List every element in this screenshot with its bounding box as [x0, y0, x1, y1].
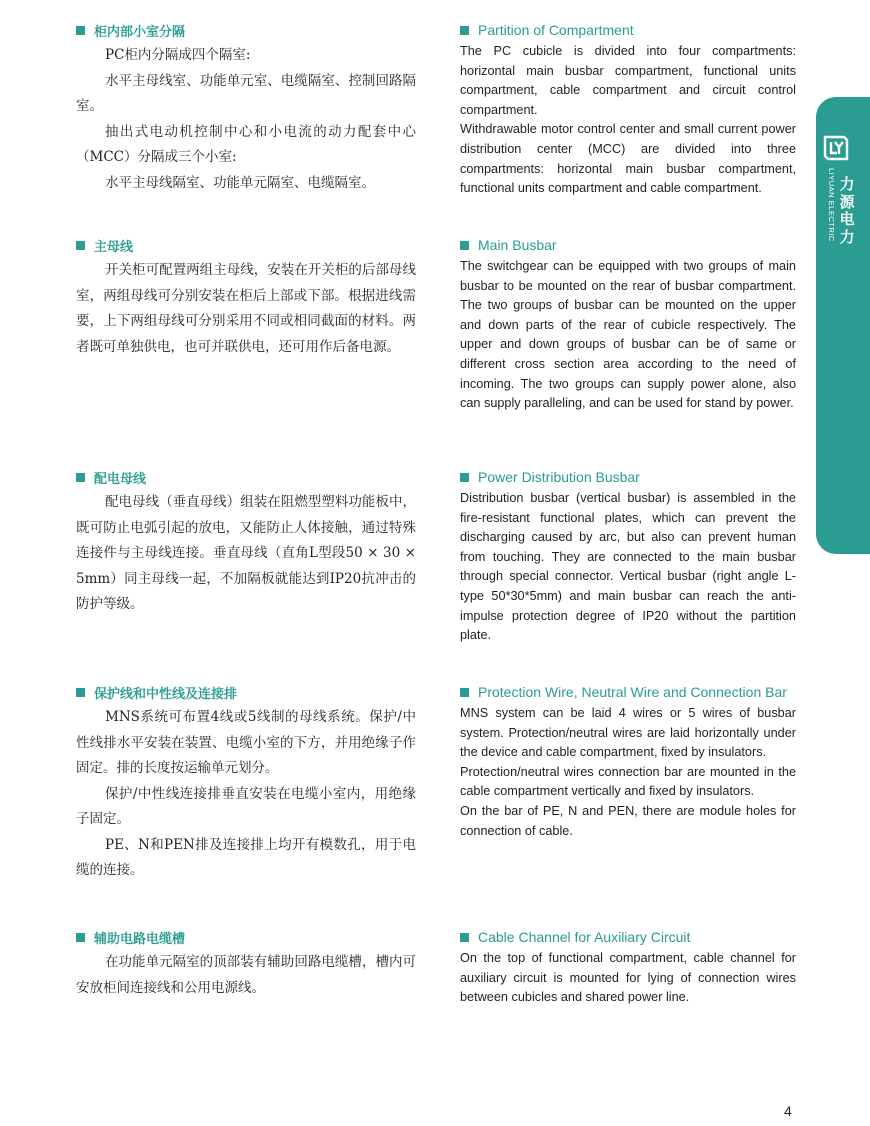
section-heading: Protection Wire, Neutral Wire and Connection Bar	[460, 682, 796, 702]
liyuan-logo-icon	[822, 134, 850, 162]
bullet-square-icon	[460, 26, 469, 35]
bullet-square-icon	[76, 933, 85, 942]
bullet-square-icon	[460, 933, 469, 942]
paragraph: MNS系统可布置4线或5线制的母线系统。保护/中性线排水平安装在装置、电缆小室的下方，并用绝缘子作固定。排的长度按运输单元划分。	[76, 709, 416, 776]
bullet-square-icon	[460, 688, 469, 697]
bullet-square-icon	[76, 241, 85, 250]
bullet-square-icon	[460, 473, 469, 482]
section-heading: 辅助电路电缆槽	[76, 927, 416, 947]
brand-name-en: LIYUAN ELECTRIC	[827, 168, 836, 242]
brand-name-cn: 力源电力	[839, 175, 855, 246]
section-partition-en	[460, 20, 796, 199]
brand-side-tab	[816, 97, 870, 554]
section-cable-channel-en	[460, 927, 796, 1008]
section-main-busbar-en	[460, 235, 796, 414]
section-main-busbar-cn	[76, 235, 416, 360]
section-protection-wire-cn	[76, 682, 416, 884]
paragraph: 抽出式电动机控制中心和小电流的动力配套中心（MCC）分隔成三个小室:	[76, 123, 416, 165]
section-heading: Power Distribution Busbar	[460, 467, 796, 487]
section-heading: 保护线和中性线及连接排	[76, 682, 416, 702]
paragraph: PC柜内分隔成四个隔室:	[105, 47, 251, 63]
paragraph: On the bar of PE, N and PEN, there are module holes for connection of cable.	[460, 803, 796, 838]
section-cable-channel-cn	[76, 927, 416, 1001]
section-heading: Main Busbar	[460, 235, 796, 255]
bullet-square-icon	[460, 241, 469, 250]
section-distribution-busbar-en	[460, 467, 796, 646]
paragraph: 在功能单元隔室的顶部装有辅助回路电缆槽，槽内可安放柜间连接线和公用电源线。	[76, 954, 416, 996]
paragraph: 水平主母线室、功能单元室、电缆隔室、控制回路隔室。	[76, 72, 416, 114]
paragraph: Protection/neutral wires connection bar are mounted in the cable compartment vertically and fixed by insulators.	[460, 764, 796, 799]
section-protection-wire-en	[460, 682, 796, 841]
bullet-square-icon	[76, 688, 85, 697]
section-heading: 配电母线	[76, 467, 416, 487]
paragraph: The PC cubicle is divided into four compartments: horizontal main busbar compartment, functional units compartment, cable compartment and circuit control compartment.	[460, 44, 796, 117]
paragraph: Distribution busbar (vertical busbar) is assembled in the fire-resistant functional plates, which can prevent the discharging caused by arc, but also can prevent human from touching. They are connected to the main busbar through special connector. Vertical busbar (right angle L-type 50*30*5mm) and main busbar can reach the anti-impulse protection degree of IP20 without the partition plate.	[460, 491, 796, 643]
bullet-square-icon	[76, 473, 85, 482]
section-partition-cn	[76, 20, 416, 196]
paragraph: 保护/中性线连接排垂直安装在电缆小室内，用绝缘子固定。	[76, 785, 416, 827]
paragraph: The switchgear can be equipped with two groups of main busbar to be mounted on the rear of busbar compartment. The two groups of busbar can be mounted on the upper and down parts of the rear of cubicle respectively. The upper and down groups of busbar can be of same or different cross section area according to the need of incoming. The two groups can supply power alone, also can supply paralleling, and can be used for stand by power.	[460, 259, 796, 411]
paragraph: 开关柜可配置两组主母线，安装在开关柜的后部母线室，两组母线可分别安装在柜后上部或下部。根据进线需要，上下两组母线可分别采用不同或相同截面的材料。两者既可单独供电，也可并联供电，还可用作后备电源。	[76, 262, 416, 355]
paragraph: PE、N和PEN排及连接排上均开有模数孔，用于电缆的连接。	[76, 836, 416, 878]
section-heading: 柜内部小室分隔	[76, 20, 416, 40]
paragraph: MNS system can be laid 4 wires or 5 wires of busbar system. Protection/neutral wires are laid horizontally under the device and cable compartment, fixed by insulators.	[460, 706, 796, 760]
page-number: 4	[784, 1103, 792, 1119]
bullet-square-icon	[76, 26, 85, 35]
paragraph: On the top of functional compartment, cable channel for auxiliary circuit is mounted for lying of connection wires between cubicles and shared power line.	[460, 951, 796, 1005]
paragraph: Withdrawable motor control center and small current power distribution center (MCC) are divided into three compartments: horizontal main busbar compartment, functional units compartment and cable compartment.	[460, 122, 796, 196]
section-heading: 主母线	[76, 235, 416, 255]
paragraph: 水平主母线隔室、功能单元隔室、电缆隔室。	[105, 174, 375, 191]
section-heading: Cable Channel for Auxiliary Circuit	[460, 927, 796, 947]
paragraph: 配电母线（垂直母线）组装在阻燃型塑料功能板中，既可防止电弧引起的放电，又能防止人体接触，通过特殊连接件与主母线连接。垂直母线（直角L型段50 × 30 × 5mm）同主母线一起，不加隔板就能达到IP20抗冲击的防护等级。	[76, 494, 416, 612]
section-distribution-busbar-cn	[76, 467, 416, 618]
section-heading: Partition of Compartment	[460, 20, 796, 40]
